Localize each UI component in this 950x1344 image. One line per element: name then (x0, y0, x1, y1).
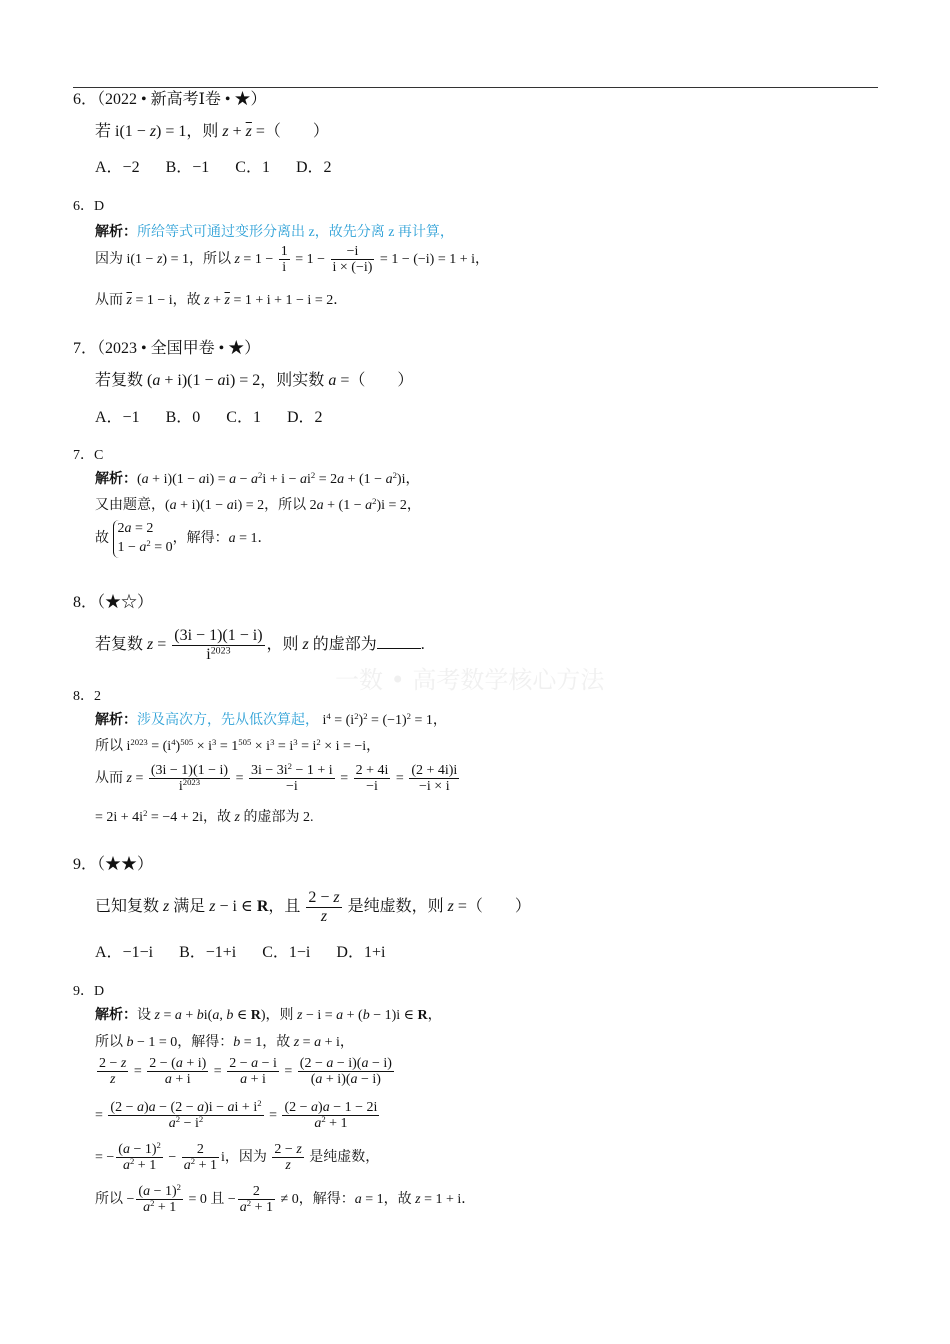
q7-header: 7．（2023 • 全国甲卷 • ★） (73, 340, 261, 357)
q7-options (95, 410, 345, 426)
q9-options (95, 945, 407, 961)
q8-analysis-line1: 解析：涉及高次方，先从低次算起， $i^4 = (i^2)^2 = (-1)^2 = 1$， (95, 711, 447, 728)
q6-option-b: B．−1 (165, 159, 210, 176)
q7-option-b: B．0 (165, 409, 201, 426)
q6-header: 6．（2022 • 新高考Ⅰ卷 • ★） (73, 91, 267, 108)
q6-analysis-line3: 从而 $\overline{z} = 1 - i$，故 $z + \overline{z} = 1 + i + 1 - i = 2$． (95, 293, 348, 308)
q8-answer: 8．2 (73, 689, 101, 704)
q6-answer: 6．D (73, 199, 105, 214)
q9-option-b: B．−1+i (179, 944, 237, 961)
q6-analysis-line2: 因为 i(1 − z) = 1，所以 z = 1 − $\frac{1}{i}$ = 1 − $\frac{-i}{i \times (-i)}$ = 1 − (−i) = 1 + i， (95, 244, 490, 276)
q8-analysis-line2: 所以 $i^{2023} = (i^4)^{505} \times i^3 = 1^{505} \times i^3 = i^3 = i^2 \times i = -i$， (95, 737, 381, 754)
q7-answer: 7．C (73, 448, 104, 463)
q9-header: 9．（★★） (73, 856, 154, 873)
q6-option-a: A．−2 (95, 159, 140, 176)
q6-option-c: C．1 (235, 159, 270, 176)
q7-option-d: D．2 (286, 409, 323, 426)
q9-option-d: D．1+i (336, 944, 386, 961)
answer-blank (377, 636, 421, 649)
q6-analysis-line1 (95, 226, 454, 240)
q9-analysis-line3: $\frac{2 - z}{z}$ = $\frac{2 - (a + i)}{a + i}$ = $\frac{2 - a - i}{a + i}$ = $\frac{(2 - a - i)(a - i)}{(a + i)(a - i)}$ (99, 1056, 392, 1088)
q9-analysis-line2: 所以 b − 1 = 0，解得：b = 1，故 z = a + i， (95, 1035, 354, 1050)
analysis-label: 解析： (95, 225, 137, 240)
header-rule (73, 87, 878, 88)
q8-header: 8．（★☆） (73, 594, 154, 611)
q6-options (95, 160, 354, 176)
q6-option-d: D．2 (295, 159, 332, 176)
analysis-label: 解析： (95, 472, 137, 487)
q7-analysis-line1: 解析：$(a + i)(1 - ai) = a - a^2i + i - ai^2 = 2a + (1 - a^2)i$， (95, 470, 420, 487)
analysis-label: 解析： (95, 713, 137, 728)
q9-stem: 已知复数 z 满足 z − i ∈ R，且 $\frac{2 - z}{z}$ 是纯虚数，则 z =（ ） (95, 889, 531, 925)
q9-analysis-line5: = − $\frac{(a - 1)^2}{a^2 + 1}$ − $\frac{2}{a^2 + 1}$ i，因为 $\frac{2 - z}{z}$ 是纯虚数， (95, 1140, 380, 1174)
q8-analysis-line3: 从而 z = $\frac{(3i - 1)(1 - i)}{i^{2023}}$ = $\frac{3i - 3i^2 - 1 + i}{-i}$ = $\frac{2 + 4i}{-i}$ = $\frac{(2 + 4i)i}{-i \times i}$ (95, 761, 458, 795)
q7-analysis-line2: 又由题意，(a + i)(1 − ai) = 2，所以 $2a + (1 - a^2)i = 2$， (95, 496, 421, 513)
q9-answer: 9．D (73, 984, 105, 999)
q9-analysis-line6: 所以 − $\frac{(a - 1)^2}{a^2 + 1}$ = 0 且 − $\frac{2}{a^2 + 1}$ ≠ 0，解得：a = 1，故 z = 1 + i． (95, 1182, 476, 1216)
q7-option-c: C．1 (226, 409, 261, 426)
q7-option-a: A．−1 (95, 409, 140, 426)
q9-option-a: A．−1−i (95, 944, 154, 961)
q6-stem: 若 i(1 − z) = 1，则 $z + \overline{z}$ =（ ） (95, 123, 329, 140)
watermark: 一数 • 高考数学核心方法 (335, 666, 605, 694)
equation-system: 2a = 2 $1 - a^2 = 0$ (113, 520, 173, 558)
q9-analysis-line1: 解析：设 z = a + bi(a, b ∈ R)，则 z − i = a + (b − 1)i ∈ R， (95, 1008, 442, 1023)
q9-analysis-line4: = $\frac{(2 - a)a - (2 - a)i - ai + i^2}{a^2 - i^2}$ = $\frac{(2 - a)a - 1 - 2i}{a^2 + 1}$ (95, 1098, 378, 1132)
q9-option-c: C．1−i (262, 944, 311, 961)
q7-analysis-line3: 故 2a = 2 $1 - a^2 = 0$，解得：a = 1． (95, 520, 272, 558)
analysis-label: 解析： (95, 1008, 137, 1023)
q6-hint: 所给等式可通过变形分离出 z，故先分离 z 再计算， (137, 225, 454, 240)
q7-stem: 若复数 (a + i)(1 − ai) = 2，则实数 a =（ ） (95, 372, 414, 389)
q8-stem: 若复数 z = $\frac{(3i - 1)(1 - i)}{i^{2023}}$ ，则 z 的虚部为 . (95, 627, 425, 663)
q8-analysis-line4: = $2i + 4i^2 = -4 + 2i$，故 z 的虚部为 2. (95, 808, 314, 825)
q8-hint: 涉及高次方，先从低次算起， (137, 713, 319, 728)
